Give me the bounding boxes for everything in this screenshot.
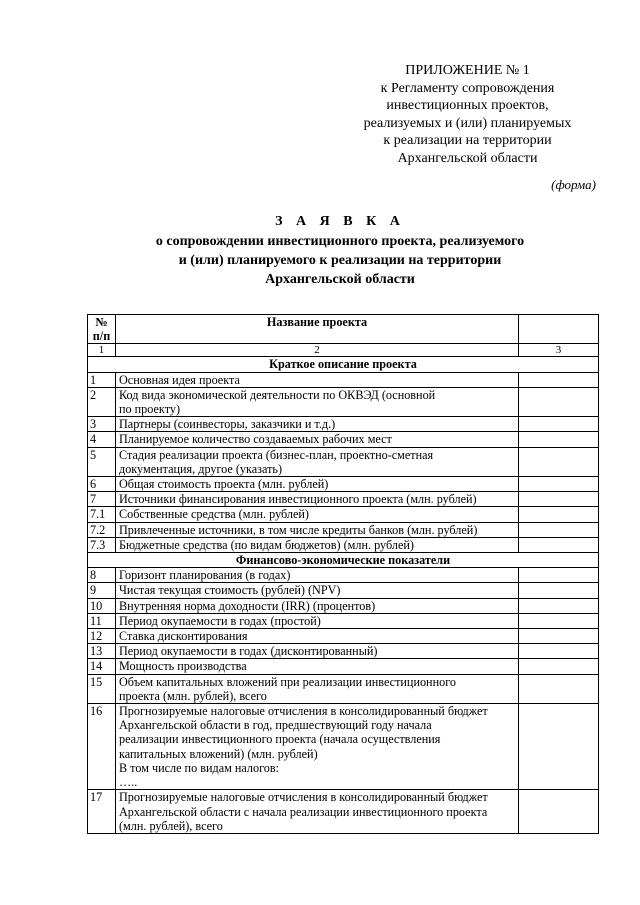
row-value-cell [519, 598, 599, 613]
row-value-cell [519, 583, 599, 598]
header-project-name: Название проекта [116, 315, 519, 344]
row-description-line: (млн. рублей), всего [119, 818, 223, 833]
table-header-row [88, 315, 599, 344]
row-number: 7 [88, 492, 116, 507]
row-number: 15 [88, 674, 116, 703]
appendix-line: к реализации на территории [383, 133, 552, 149]
row-description-line: по проекту) [119, 402, 181, 417]
table-row [88, 613, 599, 628]
row-number: 12 [88, 629, 116, 644]
row-number: 14 [88, 659, 116, 674]
row-value-cell [519, 644, 599, 659]
row-number: 10 [88, 598, 116, 613]
appendix-line: ПРИЛОЖЕНИЕ № 1 [405, 63, 530, 78]
row-value-cell [519, 674, 599, 703]
table-row [88, 537, 599, 552]
row-number: 8 [88, 568, 116, 583]
row-description-line: Планируемое количество создаваемых рабочих мест [119, 432, 392, 447]
row-description-line: Архангельской области с начала реализации инвестиционного проекта [119, 804, 488, 819]
row-number: 4 [88, 432, 116, 447]
row-number: 17 [88, 790, 116, 834]
row-number: 7.3 [88, 537, 116, 552]
header-num-line1: № [95, 315, 108, 329]
table-body [88, 315, 599, 834]
table-row [88, 644, 599, 659]
row-description-line: проекта (млн. рублей), всего [119, 688, 267, 703]
table-row [88, 522, 599, 537]
table-row [88, 568, 599, 583]
column-number: 3 [519, 344, 599, 357]
row-description-line: В том числе по видам налогов: [119, 760, 280, 775]
table-row [88, 674, 599, 703]
row-description [116, 432, 519, 447]
row-value-cell [519, 790, 599, 834]
row-description [116, 583, 519, 598]
column-number: 1 [88, 344, 116, 357]
table-row [88, 447, 599, 476]
row-description [116, 659, 519, 674]
table-row [88, 417, 599, 432]
row-description-line: Партнеры (соинвесторы, заказчики и т.д.) [119, 417, 336, 432]
appendix-line: инвестиционных проектов, [386, 98, 549, 114]
title-word: З А Я В К А [275, 214, 405, 229]
title-line: и (или) планируемого к реализации на территории [178, 253, 502, 268]
row-description [116, 507, 519, 522]
row-value-cell [519, 613, 599, 628]
row-description-line: Стадия реализации проекта (бизнес-план, проектно-сметная [119, 447, 434, 462]
table-row [88, 432, 599, 447]
row-description-line: капитальных вложений) (млн. рублей) [119, 746, 318, 761]
row-description-line: ….. [119, 775, 138, 790]
section-title: Финансово-экономические показатели [88, 553, 599, 568]
row-description [116, 674, 519, 703]
row-description [116, 387, 519, 416]
table-row [88, 387, 599, 416]
row-description [116, 537, 519, 552]
row-description [116, 417, 519, 432]
row-value-cell [519, 432, 599, 447]
row-value-cell [519, 447, 599, 476]
row-description-line: Привлеченные источники, в том числе кредиты банков (млн. рублей) [119, 522, 478, 537]
title-line: о сопровождении инвестиционного проекта, реализуемого [155, 234, 525, 249]
row-value-cell [519, 492, 599, 507]
row-description [116, 704, 519, 790]
row-number: 11 [88, 613, 116, 628]
appendix-header [330, 62, 605, 168]
row-description-line: Период окупаемости в годах (простой) [119, 613, 321, 628]
row-description [116, 644, 519, 659]
row-description [116, 790, 519, 834]
row-description-line: Горизонт планирования (в годах) [119, 568, 291, 583]
row-description-line: Основная идея проекта [119, 372, 240, 387]
row-number: 16 [88, 704, 116, 790]
section-title: Краткое описание проекта [88, 357, 599, 372]
header-num-line2: п/п [92, 329, 111, 344]
row-value-cell [519, 372, 599, 387]
row-number: 3 [88, 417, 116, 432]
row-value-cell [519, 507, 599, 522]
row-value-cell [519, 477, 599, 492]
section-header-row [88, 357, 599, 372]
row-description-line: Объем капитальных вложений при реализации инвестиционного [119, 674, 456, 689]
row-description-line: Общая стоимость проекта (млн. рублей) [119, 477, 329, 492]
appendix-line: реализуемых и (или) планируемых [363, 115, 572, 131]
row-description-line: Прогнозируемые налоговые отчисления в консолидированный бюджет [119, 790, 488, 805]
row-description [116, 447, 519, 476]
row-description [116, 522, 519, 537]
project-name-value-cell [519, 315, 599, 344]
row-description-line: Ставка дисконтирования [119, 629, 248, 644]
form-note: (форма) [551, 177, 596, 192]
row-description-line: Чистая текущая стоимость (рублей) (NPV) [119, 583, 341, 598]
row-description-line: Внутренняя норма доходности (IRR) (процентов) [119, 598, 376, 613]
row-description [116, 629, 519, 644]
row-description-line: Архангельской области в год, предшествующий году начала [119, 718, 432, 733]
row-value-cell [519, 387, 599, 416]
row-number: 1 [88, 372, 116, 387]
row-number: 7.1 [88, 507, 116, 522]
row-value-cell [519, 659, 599, 674]
row-value-cell [519, 629, 599, 644]
row-value-cell [519, 417, 599, 432]
row-number: 13 [88, 644, 116, 659]
table-row [88, 704, 599, 790]
row-number: 2 [88, 387, 116, 416]
row-description [116, 372, 519, 387]
appendix-line: Архангельской области [397, 150, 538, 166]
row-description [116, 598, 519, 613]
row-number: 6 [88, 477, 116, 492]
document-title [70, 212, 610, 289]
row-value-cell [519, 522, 599, 537]
row-description-line: реализации инвестиционного проекта (начала осуществления [119, 732, 441, 747]
row-description-line: Бюджетные средства (по видам бюджетов) (млн. рублей) [119, 537, 414, 552]
table-row [88, 372, 599, 387]
row-number: 5 [88, 447, 116, 476]
row-number: 9 [88, 583, 116, 598]
table-row [88, 659, 599, 674]
section-header-row [88, 553, 599, 568]
column-number-row [88, 344, 599, 357]
table-row [88, 583, 599, 598]
row-value-cell [519, 704, 599, 790]
row-description-line: Прогнозируемые налоговые отчисления в консолидированный бюджет [119, 704, 488, 719]
row-description-line: Код вида экономической деятельности по ОКВЭД (основной [119, 387, 436, 402]
title-line: Архангельской области [265, 272, 415, 287]
row-description-line: Период окупаемости в годах (дисконтированный) [119, 644, 378, 659]
row-number: 7.2 [88, 522, 116, 537]
appendix-line: к Регламенту сопровождения [380, 80, 555, 96]
header-num [88, 315, 116, 344]
row-description [116, 477, 519, 492]
application-table [87, 314, 599, 834]
row-value-cell [519, 568, 599, 583]
row-value-cell [519, 537, 599, 552]
row-description [116, 568, 519, 583]
row-description-line: Источники финансирования инвестиционного проекта (млн. рублей) [119, 492, 477, 507]
table-row [88, 492, 599, 507]
row-description [116, 613, 519, 628]
table-row [88, 507, 599, 522]
table-row [88, 790, 599, 834]
row-description-line: Собственные средства (млн. рублей) [119, 507, 309, 522]
table-row [88, 629, 599, 644]
row-description-line: Мощность производства [119, 659, 247, 674]
table-row [88, 598, 599, 613]
column-number: 2 [116, 344, 519, 357]
row-description-line: документация, другое (указать) [119, 461, 283, 476]
table-row [88, 477, 599, 492]
row-description [116, 492, 519, 507]
